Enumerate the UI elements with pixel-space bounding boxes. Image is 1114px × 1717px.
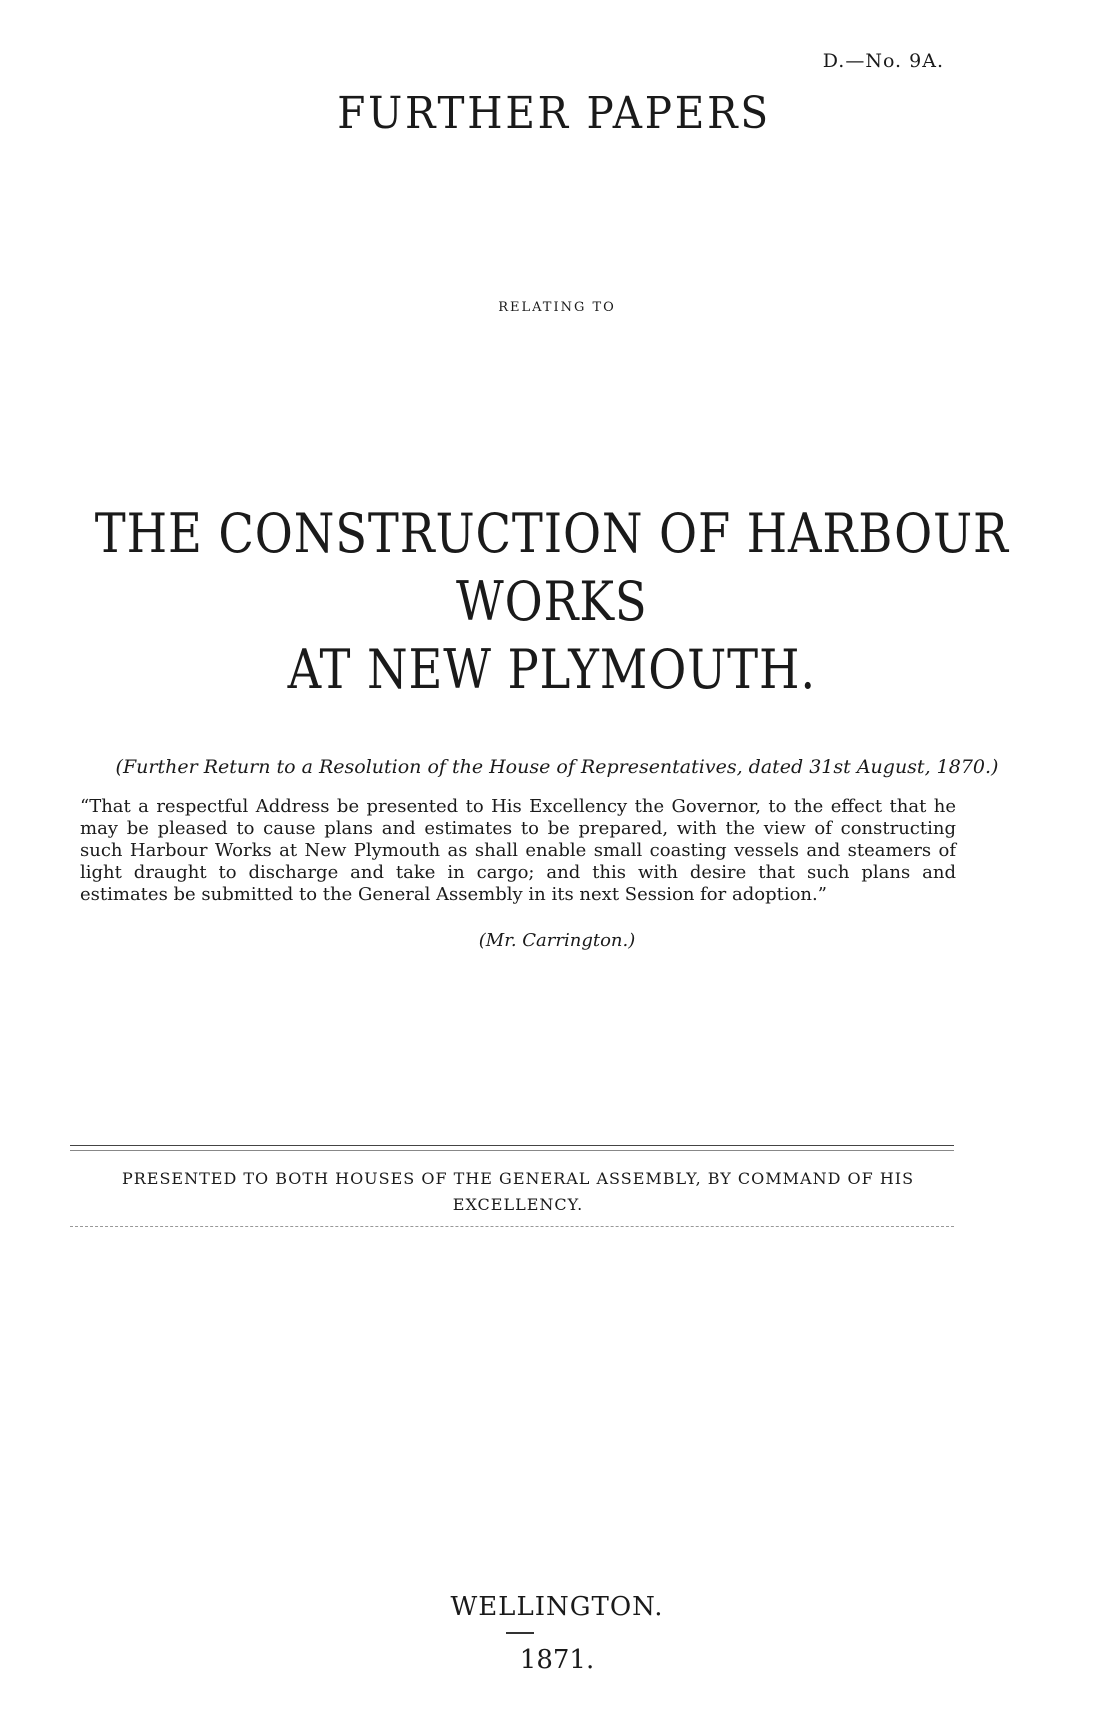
document-reference: D.—No. 9A. bbox=[822, 50, 944, 72]
relating-to-label: RELATING TO bbox=[498, 300, 616, 315]
further-papers-heading: FURTHER PAPERS bbox=[337, 88, 771, 139]
main-title bbox=[73, 500, 1031, 704]
resolution-text: “That a respectful Address be presented to His Excellency the Governor, to the effect that he may be pleased to cause plans and estimates to be prepared, with the view of constructing such Harbour Works at New Plymouth as shall enable small coasting vessels and steamers of light draught to discharge and take in cargo; and this with desire that such plans and estimates be submitted to the General Assembly in its next Session for adoption.” bbox=[80, 796, 956, 905]
mover-name: (Mr. Carrington.) bbox=[478, 930, 636, 951]
publication-year: 1871. bbox=[519, 1645, 595, 1675]
main-title-line-2: AT NEW PLYMOUTH. bbox=[287, 638, 816, 701]
divider-bottom bbox=[70, 1226, 954, 1227]
presented-statement: PRESENTED TO BOTH HOUSES OF THE GENERAL ASSEMBLY, BY COMMAND OF HIS EXCELLENCY. bbox=[121, 1169, 915, 1214]
place-of-publication: WELLINGTON. bbox=[450, 1592, 664, 1622]
return-line: (Further Return to a Resolution of the House of Representatives, dated 31st August, 1870.) bbox=[115, 756, 999, 778]
divider-top bbox=[70, 1145, 954, 1146]
main-title-line-1: THE CONSTRUCTION OF HARBOUR WORKS bbox=[94, 502, 1009, 633]
divider-top-secondary bbox=[70, 1150, 954, 1151]
separator-dash bbox=[506, 1632, 534, 1634]
